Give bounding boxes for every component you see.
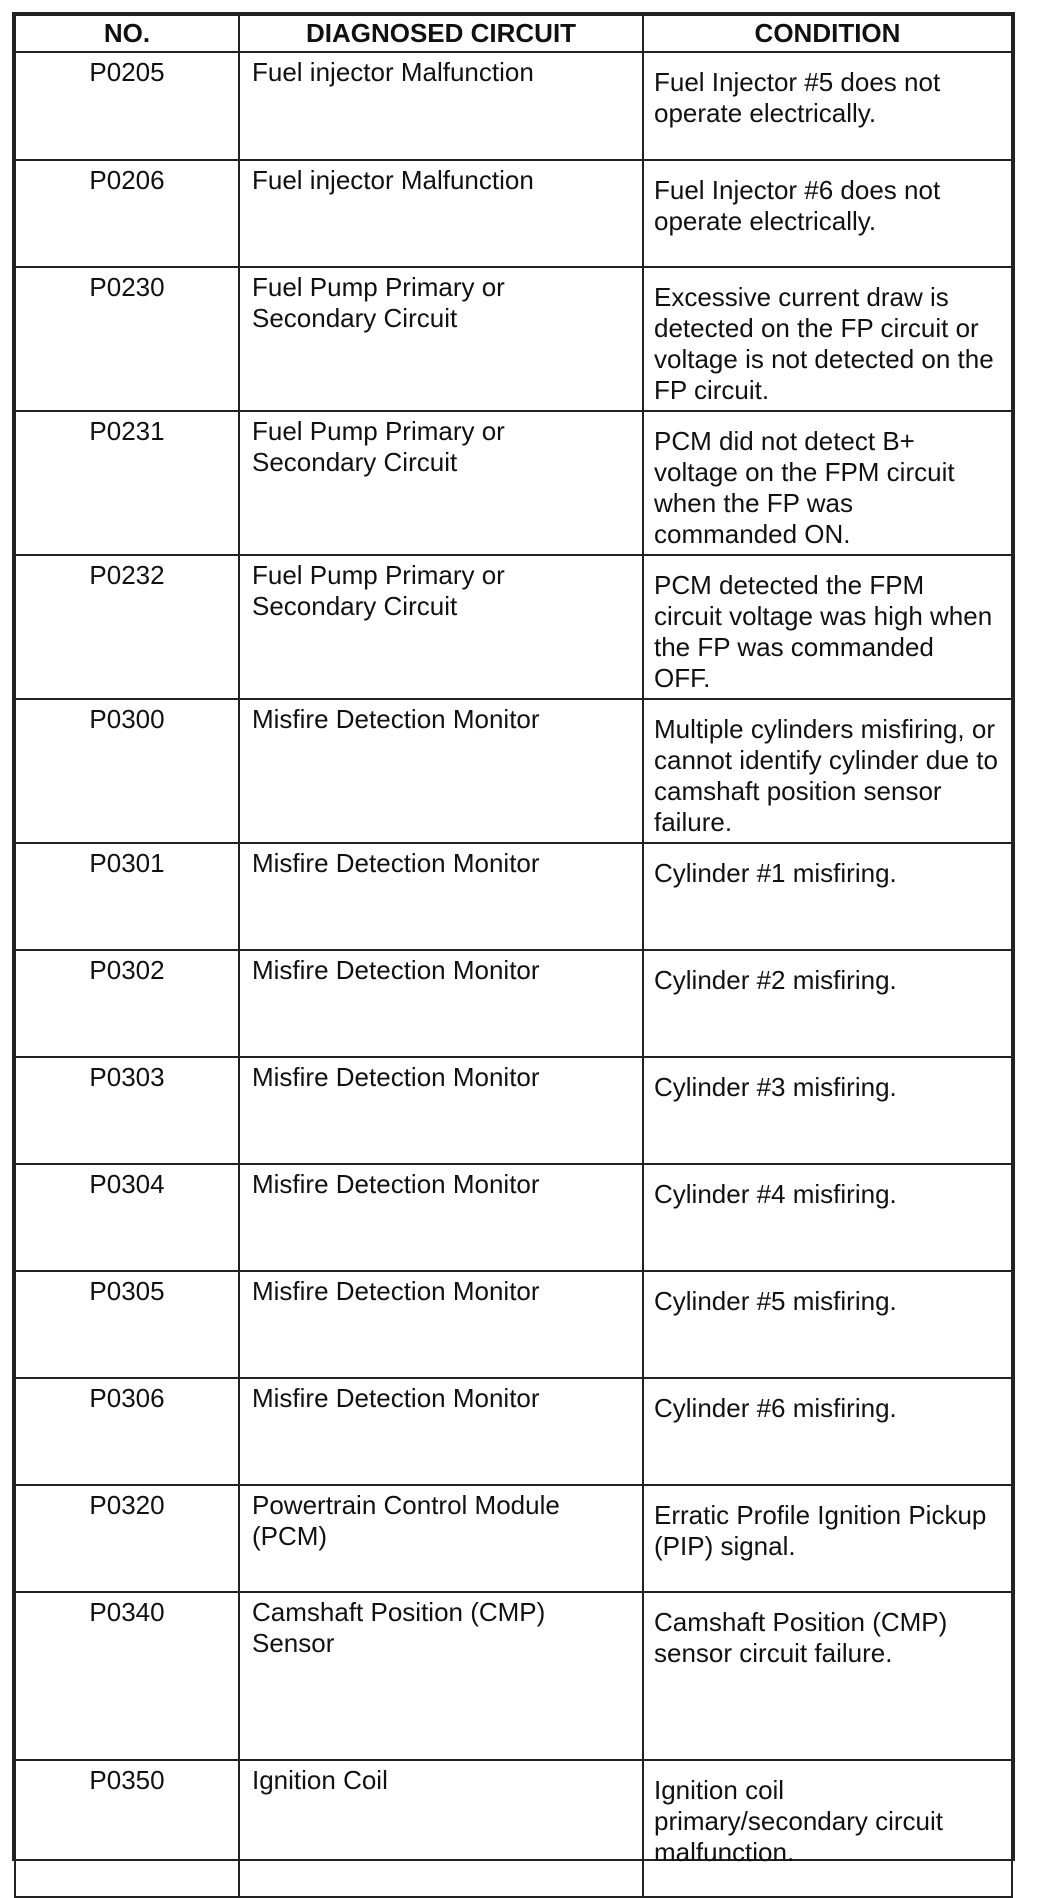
cell-diagnosed-circuit: Fuel Pump Primary or Secondary Circuit xyxy=(239,411,643,555)
table-row xyxy=(15,1057,1012,1164)
table-row xyxy=(15,555,1012,699)
cell-diagnosed-circuit: Fuel injector Malfunction xyxy=(239,52,643,160)
table-row xyxy=(15,1592,1012,1760)
cell-diagnosed-circuit: Misfire Detection Monitor xyxy=(239,1378,643,1485)
cell-condition: Cylinder #5 misfiring. xyxy=(643,1271,1012,1378)
cell-condition: Cylinder #1 misfiring. xyxy=(643,843,1012,950)
cell-code: P0302 xyxy=(15,950,239,1057)
table-row xyxy=(15,843,1012,950)
cell-code: P0320 xyxy=(15,1485,239,1592)
cell-code: P0303 xyxy=(15,1057,239,1164)
cell-code: P0206 xyxy=(15,160,239,267)
header-condition: CONDITION xyxy=(643,15,1012,52)
cell-condition: Camshaft Position (CMP) sensor circuit failure. xyxy=(643,1592,1012,1760)
header-no: NO. xyxy=(15,15,239,52)
cell-condition: PCM did not detect B+ voltage on the FPM circuit when the FP was commanded ON. xyxy=(643,411,1012,555)
table-row xyxy=(15,1271,1012,1378)
cell-code: P0305 xyxy=(15,1271,239,1378)
table-row xyxy=(15,52,1012,160)
cell-code: P0306 xyxy=(15,1378,239,1485)
cell-code: P0231 xyxy=(15,411,239,555)
cell-condition: Multiple cylinders misfiring, or cannot identify cylinder due to camshaft position sensor failure. xyxy=(643,699,1012,843)
cell-code: P0340 xyxy=(15,1592,239,1760)
table-row xyxy=(15,699,1012,843)
table-row xyxy=(15,160,1012,267)
dtc-table xyxy=(14,14,1013,1898)
table-header-row xyxy=(15,15,1012,52)
cell-code: P0300 xyxy=(15,699,239,843)
cell-condition: Erratic Profile Ignition Pickup (PIP) signal. xyxy=(643,1485,1012,1592)
cell-diagnosed-circuit: Misfire Detection Monitor xyxy=(239,1164,643,1271)
cell-condition: Cylinder #4 misfiring. xyxy=(643,1164,1012,1271)
dtc-table-sheet xyxy=(12,12,1015,1867)
cell-code: P0232 xyxy=(15,555,239,699)
cell-diagnosed-circuit: Camshaft Position (CMP) Sensor xyxy=(239,1592,643,1760)
cell-diagnosed-circuit: Ignition Coil xyxy=(239,1760,643,1897)
table-row xyxy=(15,1378,1012,1485)
cell-code: P0230 xyxy=(15,267,239,411)
cell-code: P0304 xyxy=(15,1164,239,1271)
cell-diagnosed-circuit: Fuel Pump Primary or Secondary Circuit xyxy=(239,555,643,699)
cell-diagnosed-circuit: Misfire Detection Monitor xyxy=(239,1057,643,1164)
cell-diagnosed-circuit: Misfire Detection Monitor xyxy=(239,950,643,1057)
header-diagnosed-circuit: DIAGNOSED CIRCUIT xyxy=(239,15,643,52)
table-body xyxy=(15,52,1012,1897)
cell-code: P0350 xyxy=(15,1760,239,1897)
cell-diagnosed-circuit: Fuel Pump Primary or Secondary Circuit xyxy=(239,267,643,411)
table-row xyxy=(15,1760,1012,1897)
cell-code: P0205 xyxy=(15,52,239,160)
cell-diagnosed-circuit: Fuel injector Malfunction xyxy=(239,160,643,267)
cell-diagnosed-circuit: Misfire Detection Monitor xyxy=(239,1271,643,1378)
cell-condition: Cylinder #6 misfiring. xyxy=(643,1378,1012,1485)
cell-condition: Ignition coil primary/secondary circuit malfunction. xyxy=(643,1760,1012,1897)
cell-condition: Fuel Injector #5 does not operate electrically. xyxy=(643,52,1012,160)
table-row xyxy=(15,411,1012,555)
cell-condition: Fuel Injector #6 does not operate electrically. xyxy=(643,160,1012,267)
cell-code: P0301 xyxy=(15,843,239,950)
table-row xyxy=(15,950,1012,1057)
cell-condition: Cylinder #3 misfiring. xyxy=(643,1057,1012,1164)
table-row xyxy=(15,267,1012,411)
cell-condition: Cylinder #2 misfiring. xyxy=(643,950,1012,1057)
cell-diagnosed-circuit: Misfire Detection Monitor xyxy=(239,843,643,950)
cell-condition: Excessive current draw is detected on the FP circuit or voltage is not detected on the FP circuit. xyxy=(643,267,1012,411)
cell-diagnosed-circuit: Powertrain Control Module (PCM) xyxy=(239,1485,643,1592)
cell-diagnosed-circuit: Misfire Detection Monitor xyxy=(239,699,643,843)
table-row xyxy=(15,1164,1012,1271)
table-row xyxy=(15,1485,1012,1592)
cell-condition: PCM detected the FPM circuit voltage was high when the FP was commanded OFF. xyxy=(643,555,1012,699)
